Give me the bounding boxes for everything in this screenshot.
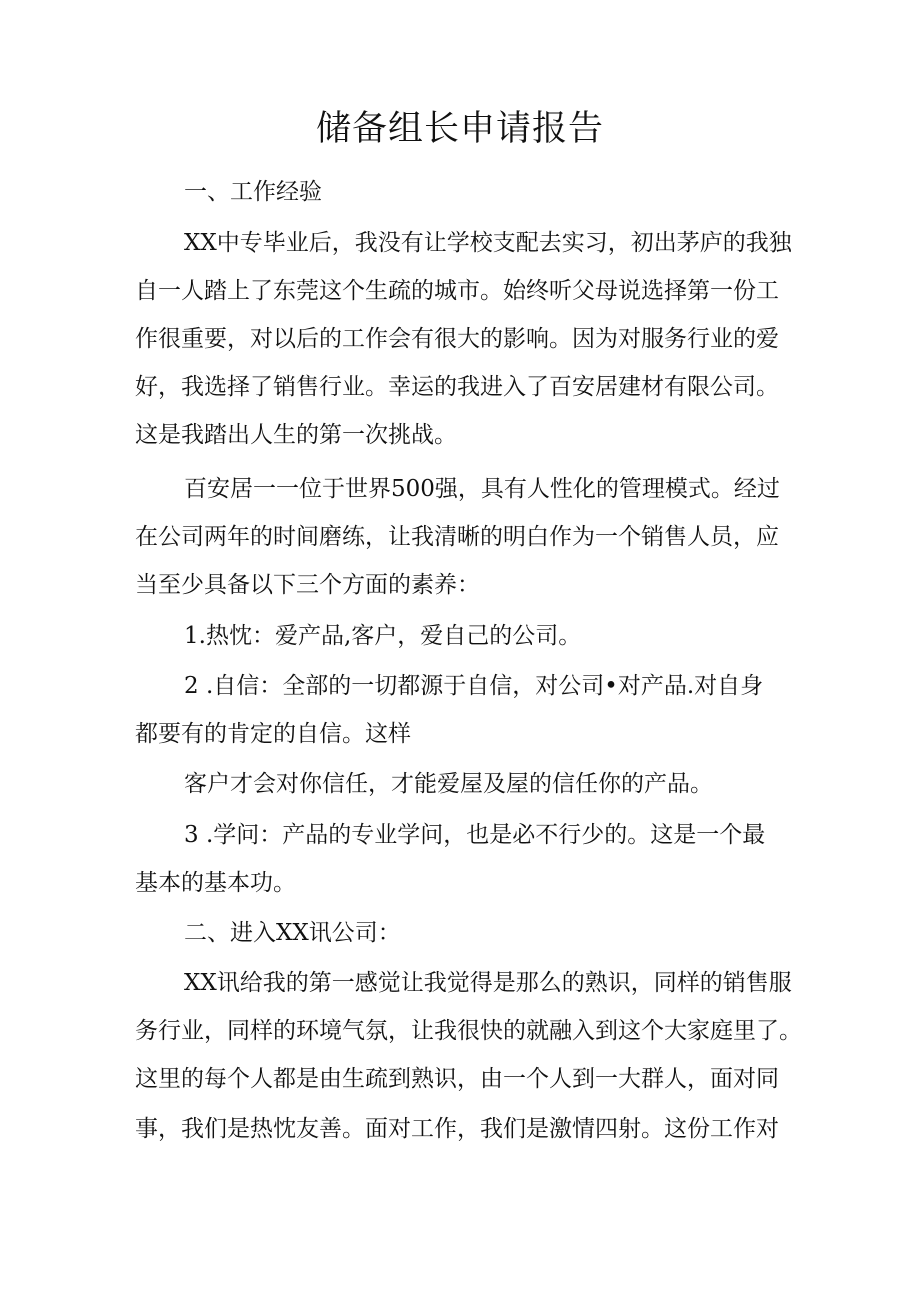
- paragraph-line: 客户才会对你信任，才能爱屋及屋的信任你的产品。: [184, 771, 713, 797]
- list-item: 1.热忱：爱产品,客户，爱自己的公司。: [184, 623, 582, 649]
- paragraph-line: 当至少具备以下三个方面的素养：: [135, 572, 480, 598]
- paragraph-line: 都要有的肯定的自信。这样: [135, 721, 411, 747]
- section-heading: 二、进入XX讯公司：: [184, 920, 401, 946]
- list-item: 2 .自信：全部的一切都源于自信，对公司•对产品.对自身: [184, 673, 764, 699]
- paragraph-line: 好，我选择了销售行业。幸运的我进入了百安居建材有限公司。: [135, 374, 779, 400]
- paragraph-line: XX中专毕业后，我没有让学校支配去实习，初出茅庐的我独: [184, 230, 792, 256]
- paragraph-line: 这里的每个人都是由生疏到熟识，由一个人到一大群人，面对同: [135, 1066, 779, 1092]
- paragraph-line: 作很重要，对以后的工作会有很大的影响。因为对服务行业的爱: [135, 326, 779, 352]
- paragraph-line: 这是我踏出人生的第一次挑战。: [135, 422, 457, 448]
- paragraph-line: 在公司两年的时间磨练，让我清晰的明白作为一个销售人员，应: [135, 524, 779, 550]
- list-item: 3 .学问：产品的专业学问，也是必不行少的。这是一个最: [184, 822, 766, 848]
- paragraph-line: 百安居一一位于世界500强，具有人性化的管理模式。经过: [184, 476, 780, 502]
- paragraph-line: 事，我们是热忱友善。面对工作，我们是激情四射。这份工作对: [135, 1116, 779, 1142]
- paragraph-line: 基本的基本功。: [135, 870, 296, 896]
- document-title: 储备组长申请报告: [315, 109, 604, 149]
- paragraph-line: 自一人踏上了东莞这个生疏的城市。始终听父母说选择第一份工: [135, 278, 779, 304]
- paragraph-line: 务行业，同样的环境气氛，让我很快的就融入到这个大家庭里了。: [135, 1018, 802, 1044]
- paragraph-line: XX讯给我的第一感觉让我觉得是那么的熟识，同样的销售服: [184, 970, 792, 996]
- section-heading: 一、工作经验: [184, 179, 322, 205]
